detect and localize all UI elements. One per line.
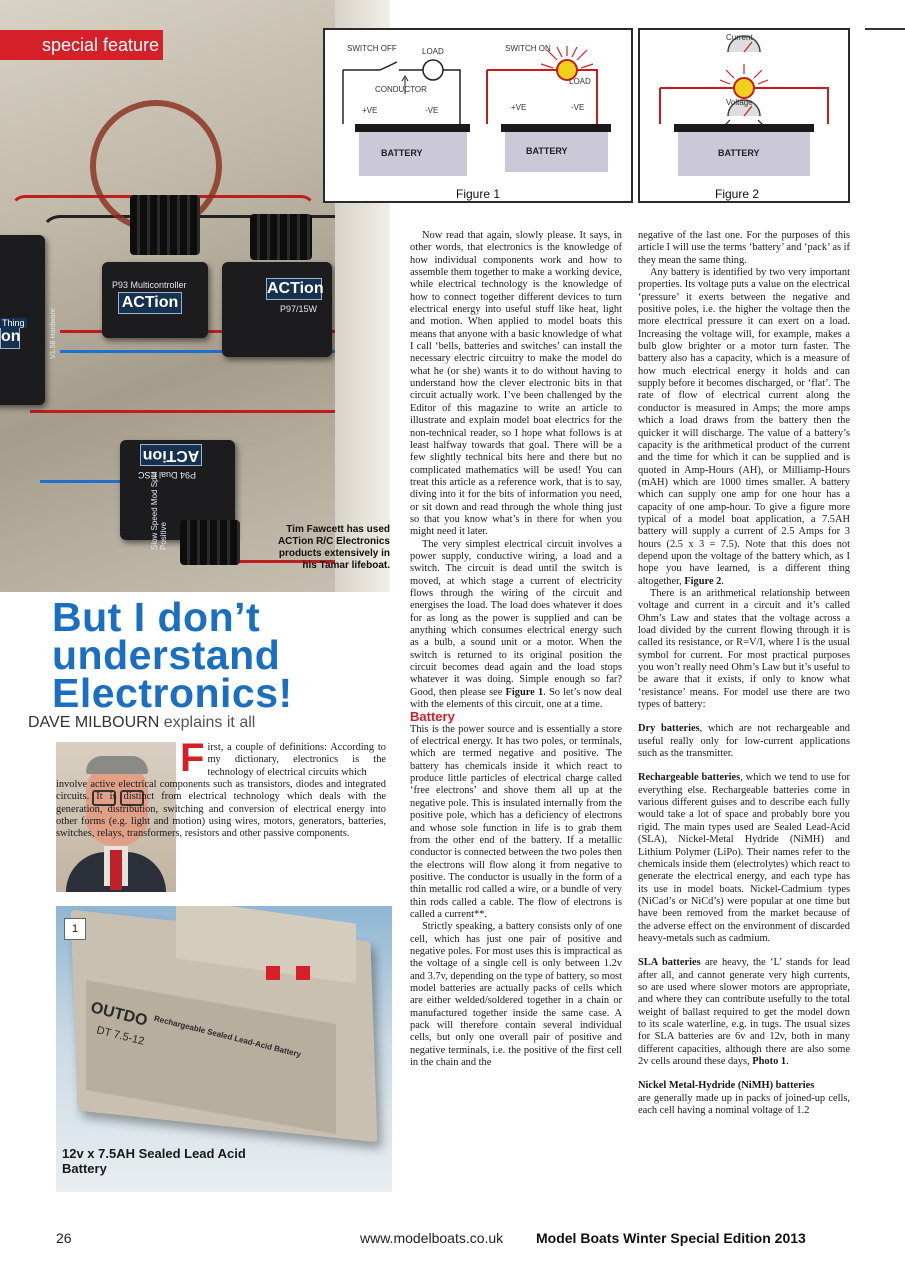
mid-paragraph-4: Strictly speaking, a battery consists only of one cell, which has just one pair of positive and negative poles. For most uses this is impractical as the voltage of a single cell is only between 1.2v and 3.7v, depending on the type of battery, so most model batteries are actually packs of cells which are either welded/soldered together in a chain or manufactured together inside the same case. A pack will therefore contain several individual cells, but only one overall pair of positive and negative terminals, i.e. the positive of the first cell in the chain and the (410, 921, 622, 1069)
nimh-rest: are generally made up in packs of joined-up cells, each cell having a nominal voltage of 1.2 (638, 1092, 850, 1117)
sla-photo-ref: Photo 1 (752, 1056, 787, 1067)
right-p2-text-a: Any battery is identified by two very important properties. Its voltage puts a value on the electrical ‘pressure’ it exerts between the negative and positive poles, i.e. the higher the voltage then the more electrical pressure it can exert on a load. Increasing the voltage will, for example, makes a bulb glow brighter or a motor turn faster. The battery also has a capacity, which is a measure of how much electrical energy it holds and can supply before it becomes discharged, or ‘flat’. The rate of flow of electrical current along the conductor is measured in Amps; the more amps which a load draws from the battery then the quicker it will discharge. The value of a battery’s capacity is the arithmetical product of the current and the time for which it can be supplied and is quoted in Amp-Hours (AH), or Milliamp-Hours (mAH) which are 1000 times smaller. A battery which can supply one amp for one hour has a capacity of one amp-hour. To give a figure more typical of a model boat application, a 7.5AH battery will supply a current of 2.5 Amps for 3 hours (2.5 x 3 = 7.5). Note that this does not depend upon the voltage of the battery which, as I hope you have learned, is a different thing altogether, (638, 267, 850, 587)
mid-p2-figure-ref: Figure 1 (505, 686, 544, 698)
fig1-battery-left: BATTERY (381, 148, 423, 158)
byline (28, 714, 388, 732)
heatsink-2 (250, 214, 312, 260)
byline-rest: explains it all (159, 714, 256, 731)
footer-url[interactable]: www.modelboats.co.uk (360, 1230, 504, 1246)
rech-rest: , which we tend to use for everything else. Rechargeable batteries come in various different guises and to describe each fully would take a lot of space and probably bore you rigid. The main types used are Sealed Lead-Acid (SLA), Nickel-Metal Hydride (NiMH) and Lithium Polymer (LiPo). Their names refer to the chemicals inside them (electrolytes) which react to generate the electrical energy, and each type has its use in model boats. Nickel-Cadmium types (NiCad’s or NiCd’s) were popular at one time but have been removed from the market because of the adverse effect on the environment of discarded heavy-metals such as cadmium. (638, 772, 850, 944)
right-p2-text-b: . (721, 575, 724, 587)
fig1-pos-right: +VE (511, 103, 527, 112)
figure-2-diagram (640, 30, 848, 180)
heatsink-1 (130, 195, 200, 255)
fig1-load-right: LOAD (569, 77, 591, 86)
esc-0-badge: on (0, 325, 20, 349)
esc-1-name: P93 Multicontroller (112, 280, 187, 290)
battery-label: Rechargeable Sealed Lead-Acid Battery (153, 1013, 303, 1060)
esc-1-badge: ACTion (118, 292, 182, 314)
sla-bold: SLA batteries (638, 957, 701, 969)
top-rule (865, 28, 905, 30)
headline: But I don’t understand Electronics! (52, 594, 293, 716)
sla-rest: are heavy, the ‘L’ stands for lead after all, and cannot generate very high currents, so are used where slower motors are appropriate, and where they can contribute usefully to the total weight of ballast required to get the model down to its scale waterline, e.g. in tugs. The usual sizes for SLA batteries are 6v and 12v, both in many different capacities, although there are also some 2v cells around these days, (638, 957, 850, 1067)
article-column-right (638, 230, 850, 1117)
fig1-neg-left: -VE (425, 106, 439, 115)
dry-bold: Dry batteries (638, 723, 700, 735)
dry-rest: , which are not rechargeable and useful really only for low-current applications such as the transmitter. (638, 723, 850, 760)
battery-brand: OUTDO (88, 999, 150, 1030)
esc-0-side: V1.58 Hardware (49, 308, 57, 359)
bulb-off-icon (423, 60, 443, 80)
intro-rest: involve active electrical components such as transistors, diodes and integrated circuits. It is distinct from electrical technology which deals with the generation, distribution, switching and conversion of electrical energy into other forms (e.g. light and motion) using wires, motors, generators, batteries, switches, relays, transformers, resistors and other passive components. (56, 779, 386, 840)
fig1-switch-on: SWITCH ON (505, 44, 551, 53)
sla-end: . (786, 1056, 789, 1067)
photo-caption: Tim Fawcett has used ACTion R/C Electronics products extensively in his Tamar lifeboat. (277, 524, 390, 571)
bulb-on-icon (734, 78, 754, 98)
byline-name: DAVE MILBOURN (28, 714, 160, 731)
intro-paragraph (180, 736, 386, 780)
subhead-battery: Battery (410, 709, 455, 725)
rechargeable-paragraph (638, 772, 850, 945)
fig1-pos-left: +VE (362, 106, 378, 115)
heatsink-3 (180, 520, 240, 565)
right-p2-figure-ref: Figure 2 (684, 575, 722, 587)
figure-1 (323, 28, 633, 203)
mid-p2-text-a: The very simplest electrical circuit involves a power supply, conductive wiring, a load and a switch. The circuit is dead until the switch is moved, at which stage a current of electricity flows through the wiring of the circuit and energises the load. The load does whatever it does for as long as the power is supplied and can be anything which consumes electrical energy such as a bulb, a sound unit or a motor. When the switch is returned to its original position the circuit becomes dead again and the load stops whatever it was doing. Simple enough so far? Good, then please see (410, 538, 622, 698)
fig1-battery-right: BATTERY (526, 146, 568, 156)
mid-p2-text-b: . So let’s now deal with the elements of this circuit, one at a time. (410, 686, 622, 711)
photo-number: 1 (64, 918, 86, 940)
fig1-neg-right: -VE (571, 103, 585, 112)
figure-1-diagram (325, 30, 631, 180)
intro-continued (56, 779, 386, 841)
nimh-paragraph (638, 1080, 850, 1117)
esc-3-name: P94 Dual ESC (138, 470, 197, 480)
fig1-load-left: LOAD (422, 47, 444, 56)
esc-2-badge: ACTion (266, 278, 322, 300)
figure-1-caption: Figure 1 (456, 187, 501, 201)
fig1-switch-off: SWITCH OFF (347, 44, 397, 53)
article-column-middle (410, 230, 622, 1069)
mid-paragraph-2 (410, 539, 622, 712)
battery-model: DT 7.5-12 (95, 1024, 146, 1048)
mid-paragraph-1: Now read that again, slowly please. It says, in other words, that electronics is the knowledge of how individual components work and how to assemble them together to make a working device, while electrical technology is the knowledge of how to connect together different devices to turn electrical energy into useful stuff like heat, light and motion. When applied to model boats this means that anyone with a basic knowledge of what I call ‘bells, batteries and switches’ can install the necessary electric circuitry to make the model do what he (or she) wants it to do without having to understand how the clever electronic bits in that circuit actually work. I’ve been challenged by the Editor of this magazine to write an article to illustrate and explain model boat electrics for the non-technical reader, so I hope what follows is at least halfway towards that goal. There will be a few slightly technical bits here and there but no complicated mathematics will be used! You can treat this article as a reference work, that is to say, diving into it for the bits of information you need, or sit down and read through the whole thing just so that you know what’s in there for when you might need it later. (410, 230, 622, 538)
esc-2-name: P97/15W (280, 304, 318, 314)
fig2-voltage: Voltage (726, 98, 753, 107)
mid-paragraph-3: This is the power source and is essentially a store of electrical energy. It has two poles, or terminals, which are termed negative and positive. The battery has chemicals inside it which react to produce little particles of electrical charge called ‘free electrons’ and shove them all up at the negative pole. This is insulated internally from the positive pole, which has a deficiency of electrons and whose sole function in life is to grab them from the other end of the battery. If a metallic conductor is connected between the two poles then the electrons will flow along it from negative to positive. The conductor is usually in the form of a thin metallic rod called a wire, or a bundle of very thin rods called a cable. The flow of electrons is called a current**. (410, 723, 622, 920)
battery-caption: 12v x 7.5AH Sealed Lead Acid Battery (62, 1146, 246, 1176)
dry-batteries-paragraph (638, 723, 850, 760)
drop-cap: F (180, 736, 205, 780)
esc-3-side: Slow Speed Mod Split Positive (150, 471, 168, 550)
fig2-battery: BATTERY (718, 148, 760, 158)
page-number: 26 (56, 1230, 72, 1246)
sla-paragraph (638, 957, 850, 1068)
intro-first: irst, a couple of definitions: According to my dictionary, electronics is the technology of electrical circuits which (207, 742, 386, 778)
fig1-conductor: CONDUCTOR (375, 85, 427, 94)
footer-magazine: Model Boats Winter Special Edition 2013 (536, 1230, 806, 1246)
figure-2-caption: Figure 2 (715, 187, 760, 201)
fig2-current: Current (726, 33, 753, 42)
nimh-bold: Nickel Metal-Hydride (NiMH) batteries (638, 1080, 815, 1092)
esc-3-badge: ACTion (140, 444, 202, 466)
right-paragraph-2 (638, 267, 850, 588)
section-tab: special feature (0, 30, 163, 60)
rech-bold: Rechargeable batteries (638, 772, 741, 784)
right-paragraph-1: negative of the last one. For the purposes of this article I will use the terms ‘battery’ and ‘pack’ as if they mean the same thing. (638, 230, 850, 266)
right-paragraph-3: There is an arithmetical relationship between voltage and current in a circuit and it’s called Ohm’s Law and states that the voltage across a load divided by the current flowing through it is called its resistance, or R=V/I, where I is the usual symbol for current. For most practical purposes you won’t really need Ohm’s Law but it’s useful to be aware that it exists, if only to know what ‘resistance’ means. For model use there are two types of battery: (638, 587, 850, 711)
figure-2 (638, 28, 850, 203)
esc-0-text: Thing (2, 318, 25, 328)
